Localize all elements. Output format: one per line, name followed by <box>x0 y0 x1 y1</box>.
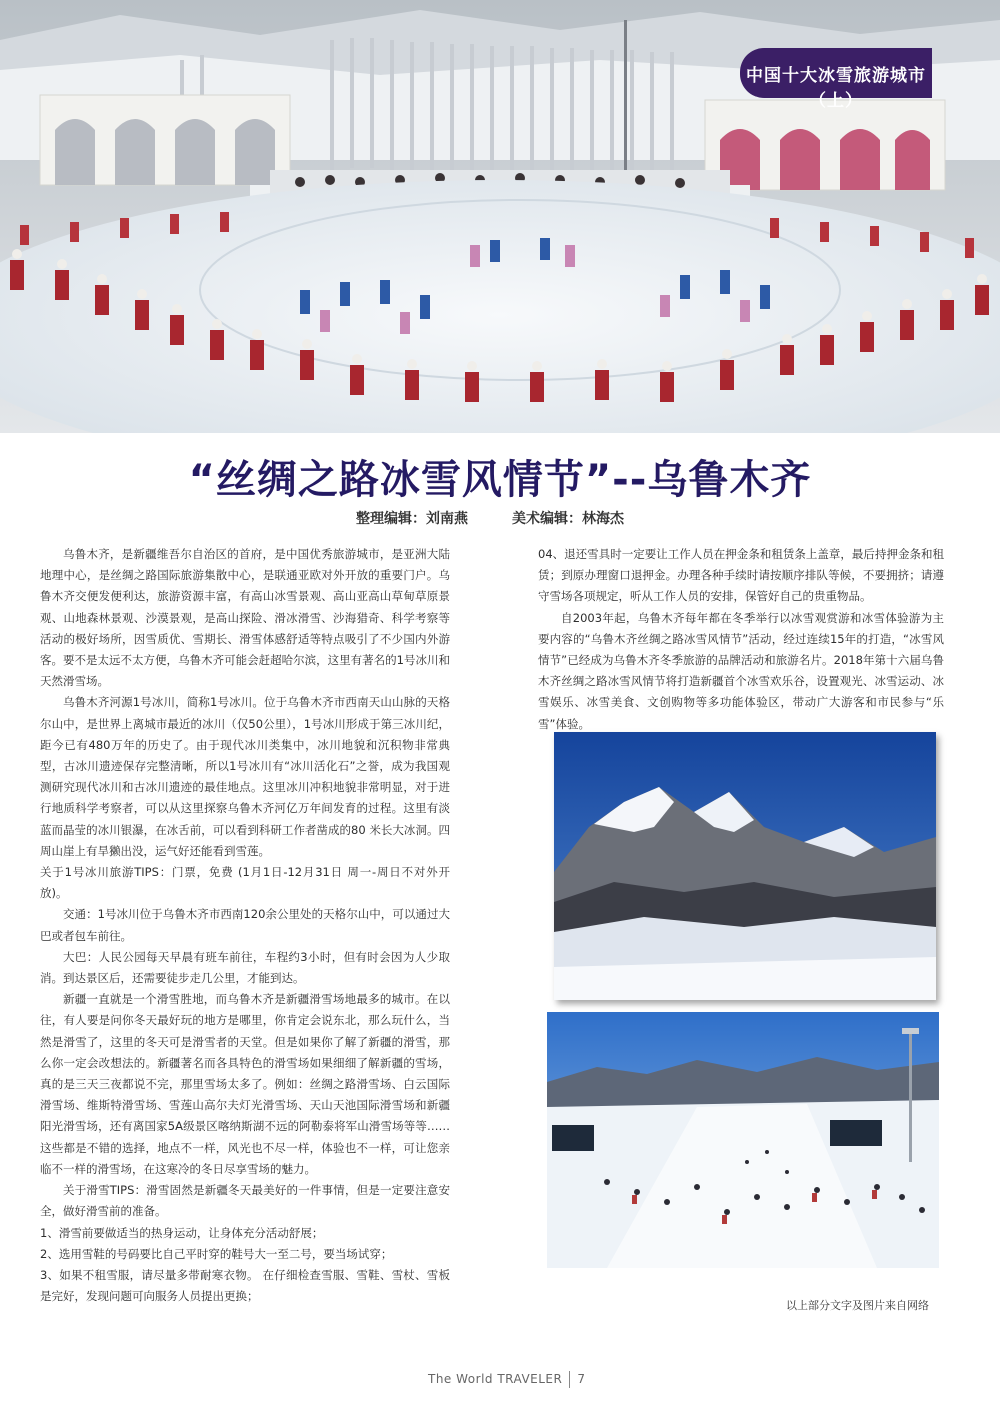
paragraph: 交通：1号冰川位于乌鲁木齐市西南120余公里处的天格尔山中，可以通过大巴或者包车前往。 <box>40 907 450 943</box>
art-editor-name: 美术编辑：林海杰 <box>512 511 624 527</box>
tips-list-item: 3、如果不租雪服，请尽量多带耐寒衣物。 在仔细检查雪服、雪鞋、雪杖、雪板是完好，发现问题可向服务人员提出更换； <box>40 1267 450 1304</box>
paragraph: 关于1号冰川旅游TIPS：门票，免费 (1月1日-12月31日 周一-周日不对外开放)。 <box>40 865 450 901</box>
image-credit: 以上部分文字及图片来自网络 <box>786 1299 929 1312</box>
paragraph: 自2003年起，乌鲁木齐每年都在冬季举行以冰雪观赏游和冰雪体验游为主要内容的“乌鲁木齐丝绸之路冰雪风情节”活动，经过连续15年的打造，“冰雪风情节”已经成为乌鲁木齐冬季旅游的品牌活动和旅游名片。2018年第十六届乌鲁木齐丝绸之路冰雪风情节将打造新疆首个冰雪欢乐谷，设置观光、冰雪运动、冰雪娱乐、冰雪美食、文创购物等多功能体验区，带动广大游客和市民参与“乐雪”体验。 <box>538 610 944 731</box>
glacier-mountain-photo <box>554 732 936 1000</box>
page-number: 7 <box>577 1372 586 1386</box>
page-footer <box>428 1371 586 1388</box>
tips-list-item: 2、选用雪鞋的号码要比自己平时穿的鞋号大一至二号，要当场试穿； <box>40 1246 393 1261</box>
mountain-illustration <box>554 732 936 1000</box>
left-column <box>40 544 450 1307</box>
paragraph: 乌鲁木齐河源1号冰川，简称1号冰川。位于乌鲁木齐市西南天山山脉的天格尔山中，是世界上离城市最近的冰川（仅50公里），1号冰川形成于第三冰川纪，距今已有480万年的历史了。由于现代冰川类集中，冰川地貌和沉积物非常典型，古冰川遗迹保存完整清晰，所以1号冰川有“冰川活化石”之誉，成为我国观测研究现代冰川和古冰川遗迹的最佳地点。这里冰川冲积地貌非常明显，对于进行地质科学考察者，可以从这里探察乌鲁木齐河亿万年间发育的过程。这里有淡蓝而晶莹的冰川银瀑，在冰舌前，可以看到科研工作者凿成的80 米长大冰洞。四周山崖上有旱獭出没，运气好还能看到雪莲。 <box>40 695 450 858</box>
article-title: “丝绸之路冰雪风情节”--乌鲁木齐 <box>188 457 812 503</box>
paragraph: 乌鲁木齐，是新疆维吾尔自治区的首府，是中国优秀旅游城市，是亚洲大陆地理中心，是丝绸之路国际旅游集散中心，是联通亚欧对外开放的重要门户。乌鲁木齐交便发便利达，旅游资源丰富，有高山冰雪景观、高山亚高山草甸草原景观、山地森林景观、沙漠景观，是高山探险、滑冰滑雪、沙海猎奇、科学考察等活动的极好场所，因雪质优、雪期长、滑雪体感舒适等特点吸引了不少国内外游客。要不是太远不太方便，乌鲁木齐可能会赶超哈尔滨，这里有著名的1号冰川和天然滑雪场。 <box>40 547 450 689</box>
footer-divider <box>569 1371 570 1388</box>
right-column <box>538 544 944 735</box>
editor-credits <box>356 508 624 528</box>
paragraph: 新疆一直就是一个滑雪胜地，而乌鲁木齐是新疆滑雪场地最多的城市。在以往，有人要是问你冬天最好玩的地方是哪里，你肯定会说东北，那么玩什么，当然是滑雪了，这里的冬天可是滑雪者的天堂。但是如果你了解了新疆的滑雪，那么你一定会改想法的。新疆著名而各具特色的滑雪场如果细细了解新疆的雪场，真的是三天三夜都说不完，那里雪场太多了。例如：丝绸之路滑雪场、白云国际滑雪场、维斯特滑雪场、雪莲山高尔夫灯光滑雪场、天山天池国际滑雪场和新疆阳光滑雪场，还有离国家5A级景区喀纳斯湖不远的阿勒泰将军山滑雪场等等……这些都是不错的选择，地点不一样，风光也不尽一样，体验也不一样，可让您亲临不一样的滑雪场，在这寒冷的冬日尽享雪场的魅力。 <box>40 992 450 1176</box>
section-badge <box>740 48 932 111</box>
ski-resort-photo <box>547 1012 939 1268</box>
section-badge-label: 中国十大冰雪旅游城市（上） <box>746 66 926 111</box>
tips-list-item: 1、滑雪前要做适当的热身运动，让身体充分活动舒展； <box>40 1225 324 1240</box>
paragraph: 大巴：人民公园每天早晨有班车前往，车程约3小时，但有时会因为人少取消。到达景区后，还需要徒步走几公里，才能到达。 <box>40 949 450 986</box>
ski-resort-illustration <box>547 1012 939 1268</box>
hero-photo <box>0 0 1000 433</box>
paragraph: 04、退还雪具时一定要让工作人员在押金条和租赁条上盖章，最后持押金条和租赁；到原办理窗口退押金。办理各种手续时请按顺序排队等候，不要拥挤；请遵守雪场各项规定，听从工作人员的安排，保管好自己的贵重物品。 <box>538 547 944 604</box>
editor-name: 整理编辑：刘南燕 <box>356 511 468 527</box>
paragraph: 关于滑雪TIPS：滑雪固然是新疆冬天最美好的一件事情，但是一定要注意安全，做好滑雪前的准备。 <box>40 1183 450 1219</box>
magazine-name: The World TRAVELER <box>428 1372 563 1386</box>
